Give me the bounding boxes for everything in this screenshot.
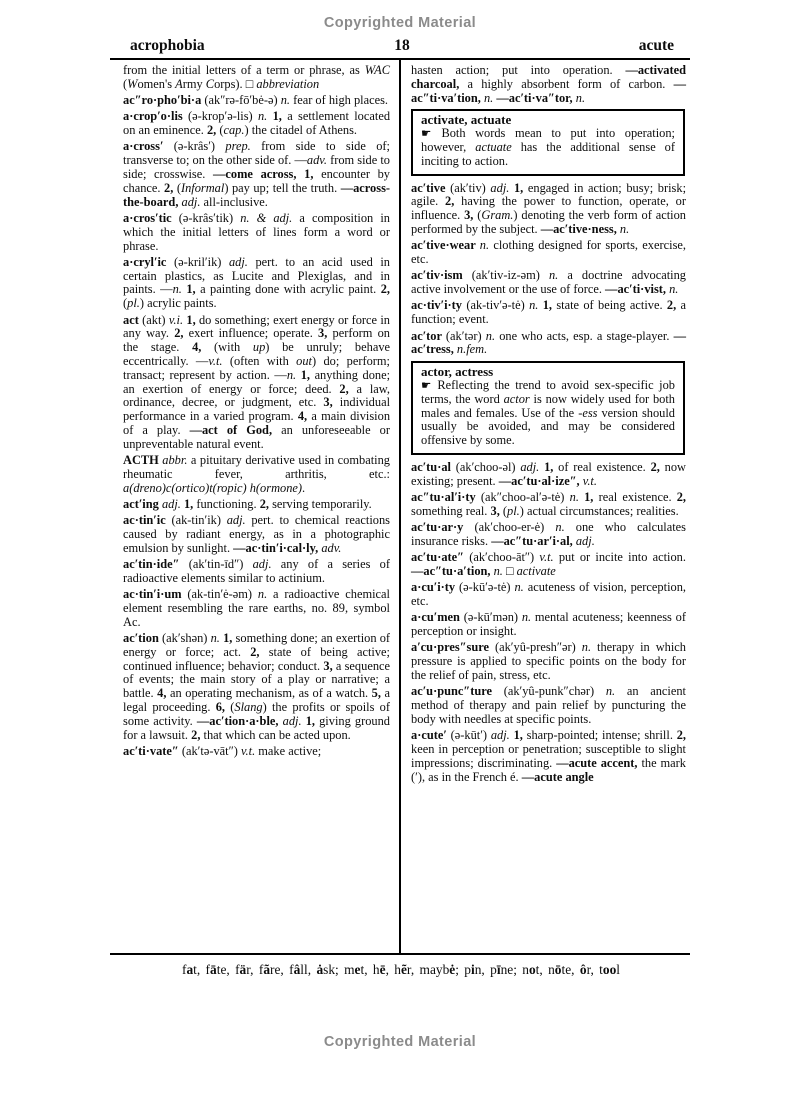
dict-entry: ac′tion (ak′shən) n. 1, something done; an exertion of energy or force; act. 2, state of being active; continued influence; behavior; conduct. 3, a sequence of events; the main story of a play or narrative; a battle. 4, an operating mechanism, as of a watch. 5, a legal proceeding. 6, (Slang) the profits or spoils of some activity. —ac′tion·a·ble, adj. 1, giving ground for a lawsuit. 2, that which can be acted upon.: [123, 631, 391, 742]
dict-entry: ac′tin·ide″ (ak′tin-īd″) adj. any of a series of radioactive elements similar to actinium.: [123, 557, 391, 585]
page-sheet: [110, 32, 690, 978]
dict-entry: ac″tu·al′i·ty (ak″choo-al′ə-tė) n. 1, real existence. 2, something real. 3, (pl.) actual circumstances; realities.: [411, 490, 687, 518]
pronunciation-key: fat, fāte, fär, fãre, fâll, ȧsk; met, hē, hẽr, maybė; pin, pīne; not, nōte, ôr, tool: [181, 962, 621, 977]
pointing-hand-icon: ☛: [421, 126, 442, 141]
usage-note-body: ☛ Reflecting the trend to avoid sex-specific job terms, the word actor is now widely used for both males and females. Use of the -ess version should usually be avoided, and may be considered offensive by some.: [421, 377, 676, 448]
dict-entry: a·cu′i·ty (ə-kū′ə-tė) n. acuteness of vision, perception, etc.: [411, 580, 686, 609]
dict-entry: a·cross′ (ə-krâs′) prep. from side to side of; transverse to; on the other side of. —adv. from side to side; crosswise. —come across, 1, encounter by chance. 2, (Informal) pay up; tell the truth. —across-the-board, adj. all-inclusive.: [123, 139, 391, 209]
right-column: [399, 60, 690, 953]
dict-entry: a·cu′men (ə-kū′mən) n. mental acuteness; keenness of perception or insight.: [411, 610, 686, 639]
dict-entry: ac′tive·wear n. clothing designed for sports, exercise, etc.: [411, 238, 686, 267]
dict-entry: ac′u·punc″ture (ak′yû-punk″chər) n. an ancient method of therapy and pain relief by puncturing the body with needles at specific points.: [411, 684, 686, 726]
guide-word-left: acrophobia: [130, 37, 205, 54]
dict-entry: ac′tu·ate″ (ak′choo-āt″) v.t. put or incite into action. —ac″tu·a′tion, n. □ activate: [411, 550, 686, 578]
usage-note-box: [411, 109, 685, 175]
dict-entry: a·crop′o·lis (ə-krop′ə-lis) n. 1, a settlement located on an eminence. 2, (cap.) the citadel of Athens.: [123, 109, 391, 138]
dict-entry: a·cute′ (ə-kūt′) adj. 1, sharp-pointed; intense; shrill. 2, keen in perception or penetration; susceptible to slight impressions; discriminating. —acute accent, the mark (′), as in the French é. —acute angle: [411, 728, 686, 784]
left-column: [110, 60, 399, 953]
guide-word-right: acute: [638, 37, 674, 54]
dict-entry: act (akt) v.i. 1, do something; exert energy or force in any way. 2, exert influence; operate. 3, perform on the stage. 4, (with up) be unruly; behave eccentrically. —v.t. (often with out) do; perform; transact; represent by action. —n. 1, anything done; an exertion of energy or force; deed. 2, a law, ordinance, decree, or judgment, etc. 3, individual performance in a varied program. 4, a main division of a play. —act of God, an unforeseeable or unpreventable natural event.: [123, 312, 391, 451]
dict-entry: ac′tor (ak′tər) n. one who acts, esp. a stage-player. —ac′tress, n.fem.: [411, 328, 686, 357]
page-header: [110, 32, 690, 60]
usage-note-body: ☛ Both words mean to put into operation; however, actuate has the additional sense of inciting to action.: [421, 126, 676, 168]
dict-entry: ac′tu·al (ak′choo-əl) adj. 1, of real existence. 2, now existing; present. —ac′tu·al·ize″, v.t.: [411, 459, 686, 488]
dict-entry: a·cros′tic (ə-krâs′tik) n. & adj. a composition in which the initial letters of lines form a word or phrase.: [123, 210, 390, 253]
page-number: 18: [394, 37, 410, 54]
dict-entry: ac′ti·vate″ (ak′tə-vāt″) v.t. make active;: [123, 743, 322, 758]
usage-note-title: actor, actress: [421, 364, 494, 380]
usage-note-box: [411, 361, 685, 455]
usage-note-title: activate, actuate: [421, 112, 512, 128]
pointing-hand-icon: ☛: [421, 377, 438, 392]
dict-entry: a·cryl′ic (ə-kril′ik) adj. pert. to an acid used in certain plastics, as Lucite and Plexiglas, and in paints. —n. 1, a painting done with acrylic paint. 2, (pl.) acrylic paints.: [123, 254, 391, 311]
dict-entry: ac′tive (ak′tiv) adj. 1, engaged in action; busy; brisk; agile. 2, having the power to function, operate, or influence. 3, (Gram.) denoting the verb form of action performed by the subject. —ac′tive·ness, n.: [411, 180, 687, 236]
dict-entry: ACTH abbr. a pituitary derivative used in combating rheumatic fever, arthritis, etc.: a(dreno)c(ortico)t(ropic) h(ormone).: [123, 453, 390, 495]
dictionary-columns: [110, 60, 690, 955]
dict-entry: a′cu·pres″sure (ak′yû-presh″ər) n. therapy in which pressure is applied to specific points on the body for the relief of pain, stress, etc.: [411, 640, 686, 683]
dict-entry: from the initial letters of a term or phrase, as WAC (Women's Army Corps). □ abbreviation: [123, 63, 390, 91]
dict-entry: act′ing adj. 1, functioning. 2, serving temporarily.: [123, 496, 372, 511]
copyright-banner-top: Copyrighted Material: [323, 15, 477, 31]
dict-entry: ac′tu·ar·y (ak′choo-er-ė) n. one who calculates insurance risks. —ac″tu·ar′i·al, adj.: [411, 520, 686, 548]
dict-entry: ac·tiv′i·ty (ak-tiv′ə-tė) n. 1, state of being active. 2, a function; event.: [411, 298, 687, 327]
dict-entry: hasten action; put into operation. —activated charcoal, a highly absorbent form of carbon. —ac″ti·va′tion, n. —ac′ti·va″tor, n.: [411, 63, 687, 105]
dict-entry: ac·tin′i·um (ak-tin′ė-əm) n. a radioactive chemical element resembling the rare earths, no. 89, symbol Ac.: [123, 587, 390, 629]
dict-entry: ac′tiv·ism (ak′tiv-iz-əm) n. a doctrine advocating active involvement or the use of force. —ac′ti·vist, n.: [411, 268, 686, 297]
dict-entry: ac″ro·pho′bi·a (ak″rə-fō′bė-ə) n. fear of high places.: [123, 93, 389, 108]
dict-entry: ac·tin′ic (ak-tin′ik) adj. pert. to chemical reactions caused by radiant energy, as in a photographic emulsion by sunlight. —ac·tin′i·cal·ly, adv.: [123, 513, 390, 555]
copyright-banner-bottom: Copyrighted Material: [323, 1034, 477, 1050]
